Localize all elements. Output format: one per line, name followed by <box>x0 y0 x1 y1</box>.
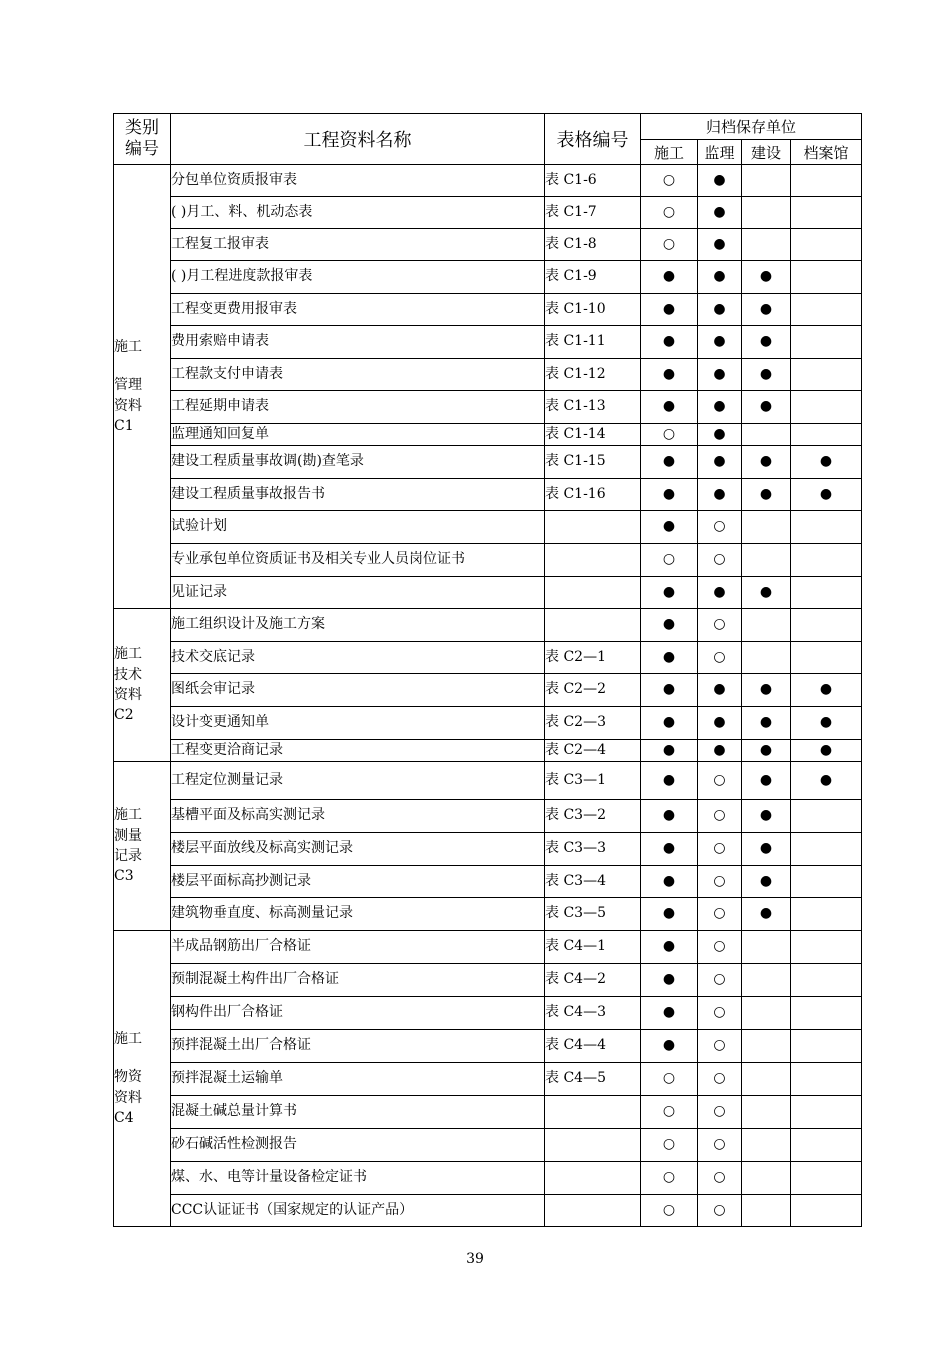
mark-cell-archives <box>791 1195 862 1227</box>
form-number-cell: 表 C4—5 <box>545 1063 641 1096</box>
mark-cell-archives: ● <box>791 740 862 762</box>
document-name-cell: 费用索赔申请表 <box>171 326 545 359</box>
table-row <box>114 833 862 866</box>
category-label-line: 施工 <box>114 646 142 663</box>
mark-cell-archives <box>791 577 862 609</box>
table-row <box>114 898 862 931</box>
category-label-line: 物资 <box>114 1069 142 1086</box>
category-gap <box>114 357 170 375</box>
document-name-cell: 预制混凝土构件出厂合格证 <box>171 964 545 997</box>
mark-cell-archives <box>791 1030 862 1063</box>
mark-cell-owner <box>742 964 791 997</box>
mark-cell-construction: ○ <box>641 1195 698 1227</box>
mark-cell-archives <box>791 1063 862 1096</box>
document-name-cell: 设计变更通知单 <box>171 707 545 740</box>
header-unit-owner: 建设 <box>742 140 791 165</box>
table-row <box>114 391 862 424</box>
document-name-cell: 建设工程质量事故报告书 <box>171 479 545 511</box>
form-number-cell: 表 C1-10 <box>545 294 641 326</box>
mark-cell-construction: ○ <box>641 424 698 446</box>
form-number-cell: 表 C1-7 <box>545 197 641 229</box>
mark-cell-construction: ● <box>641 294 698 326</box>
table-row <box>114 1195 862 1227</box>
header-form: 表格编号 <box>545 114 641 165</box>
mark-cell-owner: ● <box>742 326 791 359</box>
table-row <box>114 1030 862 1063</box>
category-label-line: 管理 <box>114 377 142 394</box>
mark-cell-construction: ○ <box>641 165 698 197</box>
table-row <box>114 762 862 800</box>
form-number-cell: 表 C1-13 <box>545 391 641 424</box>
document-name-cell: 图纸会审记录 <box>171 674 545 707</box>
mark-cell-supervision: ● <box>698 326 742 359</box>
mark-cell-archives <box>791 997 862 1030</box>
table-row <box>114 931 862 964</box>
form-number-cell: 表 C1-11 <box>545 326 641 359</box>
form-number-cell: 表 C2—1 <box>545 642 641 674</box>
form-number-cell <box>545 1096 641 1129</box>
mark-cell-supervision: ○ <box>698 1162 742 1195</box>
mark-cell-archives <box>791 544 862 577</box>
mark-cell-archives <box>791 866 862 898</box>
mark-cell-owner: ● <box>742 762 791 800</box>
mark-cell-supervision: ● <box>698 479 742 511</box>
mark-cell-archives: ● <box>791 446 862 479</box>
document-name-cell: 技术交底记录 <box>171 642 545 674</box>
mark-cell-owner: ● <box>742 800 791 833</box>
mark-cell-supervision: ○ <box>698 609 742 642</box>
category-label-line: C2 <box>114 707 134 724</box>
mark-cell-owner: ● <box>742 577 791 609</box>
mark-cell-construction: ● <box>641 674 698 707</box>
mark-cell-owner <box>742 1162 791 1195</box>
mark-cell-archives <box>791 229 862 261</box>
category-cell-c4-materials <box>114 931 171 1227</box>
form-number-cell: 表 C1-9 <box>545 261 641 294</box>
form-number-cell: 表 C3—5 <box>545 898 641 931</box>
mark-cell-owner <box>742 1030 791 1063</box>
mark-cell-owner: ● <box>742 707 791 740</box>
mark-cell-owner: ● <box>742 674 791 707</box>
mark-cell-supervision: ● <box>698 294 742 326</box>
category-cell-c3-survey <box>114 762 171 931</box>
document-name-cell: 分包单位资质报审表 <box>171 165 545 197</box>
mark-cell-supervision: ● <box>698 165 742 197</box>
form-number-cell: 表 C3—3 <box>545 833 641 866</box>
mark-cell-archives <box>791 964 862 997</box>
header-unit-construction: 施工 <box>641 140 698 165</box>
mark-cell-construction: ● <box>641 866 698 898</box>
document-name-cell: 工程延期申请表 <box>171 391 545 424</box>
mark-cell-archives <box>791 197 862 229</box>
table-row <box>114 1129 862 1162</box>
form-number-cell <box>545 1129 641 1162</box>
form-number-cell: 表 C1-14 <box>545 424 641 446</box>
table-row <box>114 964 862 997</box>
form-number-cell: 表 C4—2 <box>545 964 641 997</box>
table-row <box>114 642 862 674</box>
document-name-cell: 半成品钢筋出厂合格证 <box>171 931 545 964</box>
mark-cell-construction: ● <box>641 931 698 964</box>
mark-cell-owner: ● <box>742 294 791 326</box>
mark-cell-construction: ○ <box>641 1129 698 1162</box>
table-row <box>114 674 862 707</box>
header-name: 工程资料名称 <box>171 114 545 165</box>
mark-cell-supervision: ○ <box>698 898 742 931</box>
document-name-cell: 试验计划 <box>171 511 545 544</box>
mark-cell-supervision: ● <box>698 674 742 707</box>
mark-cell-construction: ● <box>641 964 698 997</box>
table-row <box>114 511 862 544</box>
document-name-cell: 工程变更费用报审表 <box>171 294 545 326</box>
table-row <box>114 577 862 609</box>
table-row <box>114 800 862 833</box>
table-row <box>114 707 862 740</box>
mark-cell-supervision: ● <box>698 740 742 762</box>
mark-cell-archives <box>791 359 862 391</box>
form-number-cell: 表 C1-12 <box>545 359 641 391</box>
category-label-line: 施工 <box>114 338 142 355</box>
mark-cell-construction: ● <box>641 642 698 674</box>
mark-cell-archives <box>791 800 862 833</box>
form-number-cell: 表 C2—3 <box>545 707 641 740</box>
table-row <box>114 165 862 197</box>
document-name-cell: 钢构件出厂合格证 <box>171 997 545 1030</box>
mark-cell-construction: ● <box>641 609 698 642</box>
mark-cell-owner <box>742 997 791 1030</box>
mark-cell-supervision: ○ <box>698 1195 742 1227</box>
mark-cell-archives <box>791 294 862 326</box>
header-unit-archives: 档案馆 <box>791 140 862 165</box>
mark-cell-archives <box>791 609 862 642</box>
mark-cell-owner: ● <box>742 359 791 391</box>
mark-cell-owner: ● <box>742 866 791 898</box>
mark-cell-owner: ● <box>742 446 791 479</box>
form-number-cell: 表 C1-8 <box>545 229 641 261</box>
table-row <box>114 740 862 762</box>
form-number-cell: 表 C4—3 <box>545 997 641 1030</box>
mark-cell-owner <box>742 1129 791 1162</box>
mark-cell-construction: ● <box>641 391 698 424</box>
document-name-cell: 建设工程质量事故调(勘)查笔录 <box>171 446 545 479</box>
category-label-line: 记录 <box>114 848 142 864</box>
form-number-cell <box>545 1162 641 1195</box>
mark-cell-supervision: ● <box>698 197 742 229</box>
table-row <box>114 1063 862 1096</box>
mark-cell-supervision: ○ <box>698 1030 742 1063</box>
mark-cell-owner <box>742 642 791 674</box>
mark-cell-supervision: ● <box>698 446 742 479</box>
document-name-cell: 建筑物垂直度、标高测量记录 <box>171 898 545 931</box>
table-row <box>114 229 862 261</box>
mark-cell-construction: ○ <box>641 1162 698 1195</box>
table-body <box>114 165 862 1227</box>
document-name-cell: 专业承包单位资质证书及相关专业人员岗位证书 <box>171 544 545 577</box>
document-name-cell: 混凝土碱总量计算书 <box>171 1096 545 1129</box>
mark-cell-supervision: ○ <box>698 1096 742 1129</box>
category-label-line: 测量 <box>114 827 142 844</box>
table-row <box>114 424 862 446</box>
mark-cell-owner: ● <box>742 898 791 931</box>
mark-cell-supervision: ● <box>698 424 742 446</box>
mark-cell-archives <box>791 261 862 294</box>
form-number-cell: 表 C4—1 <box>545 931 641 964</box>
mark-cell-supervision: ○ <box>698 964 742 997</box>
mark-cell-construction: ● <box>641 577 698 609</box>
mark-cell-construction: ● <box>641 762 698 800</box>
mark-cell-construction: ● <box>641 326 698 359</box>
mark-cell-construction: ○ <box>641 197 698 229</box>
table-row <box>114 1162 862 1195</box>
mark-cell-owner <box>742 931 791 964</box>
category-label-line: C1 <box>114 417 134 434</box>
mark-cell-owner <box>742 1195 791 1227</box>
mark-cell-archives <box>791 642 862 674</box>
mark-cell-archives <box>791 391 862 424</box>
mark-cell-supervision: ○ <box>698 800 742 833</box>
mark-cell-construction: ● <box>641 1030 698 1063</box>
mark-cell-supervision: ○ <box>698 997 742 1030</box>
header-category-line1: 类别 <box>125 117 159 138</box>
form-number-cell: 表 C1-6 <box>545 165 641 197</box>
mark-cell-archives <box>791 326 862 359</box>
category-label-line: C4 <box>114 1109 134 1126</box>
document-name-cell: 楼层平面标高抄测记录 <box>171 866 545 898</box>
document-name-cell: 砂石碱活性检测报告 <box>171 1129 545 1162</box>
category-gap <box>114 1049 170 1067</box>
document-name-cell: 见证记录 <box>171 577 545 609</box>
mark-cell-archives: ● <box>791 674 862 707</box>
table-row <box>114 359 862 391</box>
mark-cell-owner <box>742 511 791 544</box>
mark-cell-archives: ● <box>791 479 862 511</box>
form-number-cell <box>545 609 641 642</box>
document-name-cell: 楼层平面放线及标高实测记录 <box>171 833 545 866</box>
table-row <box>114 997 862 1030</box>
header-unit-supervision: 监理 <box>698 140 742 165</box>
document-name-cell: 煤、水、电等计量设备检定证书 <box>171 1162 545 1195</box>
mark-cell-owner <box>742 1063 791 1096</box>
document-name-cell: 预拌混凝土出厂合格证 <box>171 1030 545 1063</box>
table-row <box>114 261 862 294</box>
table-row <box>114 294 862 326</box>
mark-cell-archives <box>791 1096 862 1129</box>
document-name-cell: ( )月工程进度款报审表 <box>171 261 545 294</box>
header-archive: 归档保存单位 <box>641 114 862 140</box>
form-number-cell <box>545 577 641 609</box>
table-row <box>114 544 862 577</box>
mark-cell-construction: ● <box>641 800 698 833</box>
mark-cell-construction: ● <box>641 898 698 931</box>
mark-cell-supervision: ○ <box>698 1063 742 1096</box>
form-number-cell: 表 C3—1 <box>545 762 641 800</box>
form-number-cell: 表 C4—4 <box>545 1030 641 1063</box>
form-number-cell: 表 C3—4 <box>545 866 641 898</box>
mark-cell-archives <box>791 833 862 866</box>
mark-cell-construction: ○ <box>641 229 698 261</box>
page-number: 39 <box>466 1251 484 1267</box>
table-row <box>114 1096 862 1129</box>
mark-cell-construction: ○ <box>641 1063 698 1096</box>
table-row <box>114 479 862 511</box>
document-name-cell: 预拌混凝土运输单 <box>171 1063 545 1096</box>
category-cell-c1-management <box>114 165 171 609</box>
mark-cell-archives: ● <box>791 762 862 800</box>
mark-cell-supervision: ○ <box>698 931 742 964</box>
document-name-cell: 工程变更洽商记录 <box>171 740 545 762</box>
mark-cell-archives <box>791 424 862 446</box>
mark-cell-supervision: ○ <box>698 544 742 577</box>
category-label-line: C3 <box>114 868 134 885</box>
mark-cell-construction: ● <box>641 446 698 479</box>
mark-cell-construction: ● <box>641 261 698 294</box>
form-number-cell <box>545 511 641 544</box>
mark-cell-owner: ● <box>742 833 791 866</box>
mark-cell-owner: ● <box>742 740 791 762</box>
category-label-line: 资料 <box>114 687 142 703</box>
mark-cell-archives <box>791 511 862 544</box>
document-name-cell: 工程款支付申请表 <box>171 359 545 391</box>
table-row <box>114 609 862 642</box>
form-number-cell <box>545 1195 641 1227</box>
mark-cell-construction: ○ <box>641 544 698 577</box>
category-label-line: 资料 <box>114 397 142 414</box>
form-number-cell: 表 C2—2 <box>545 674 641 707</box>
mark-cell-supervision: ○ <box>698 1129 742 1162</box>
mark-cell-owner <box>742 424 791 446</box>
category-cell-c2-technical <box>114 609 171 762</box>
document-name-cell: 工程定位测量记录 <box>171 762 545 800</box>
document-name-cell: 监理通知回复单 <box>171 424 545 446</box>
mark-cell-archives <box>791 1162 862 1195</box>
mark-cell-supervision: ● <box>698 577 742 609</box>
mark-cell-supervision: ● <box>698 391 742 424</box>
form-number-cell: 表 C1-16 <box>545 479 641 511</box>
mark-cell-construction: ● <box>641 833 698 866</box>
form-number-cell: 表 C1-15 <box>545 446 641 479</box>
mark-cell-construction: ● <box>641 479 698 511</box>
category-label-line: 资料 <box>114 1089 142 1106</box>
archive-table <box>113 113 862 1227</box>
mark-cell-owner: ● <box>742 479 791 511</box>
category-label-line: 施工 <box>114 807 142 824</box>
table-row <box>114 866 862 898</box>
mark-cell-construction: ● <box>641 707 698 740</box>
document-name-cell: 基槽平面及标高实测记录 <box>171 800 545 833</box>
mark-cell-supervision: ○ <box>698 642 742 674</box>
mark-cell-archives <box>791 1129 862 1162</box>
mark-cell-supervision: ● <box>698 707 742 740</box>
document-name-cell: CCC认证证书（国家规定的认证产品） <box>171 1195 545 1227</box>
category-label-line: 施工 <box>114 1030 142 1047</box>
form-number-cell: 表 C3—2 <box>545 800 641 833</box>
mark-cell-construction: ● <box>641 997 698 1030</box>
mark-cell-owner <box>742 1096 791 1129</box>
mark-cell-supervision: ○ <box>698 833 742 866</box>
mark-cell-owner <box>742 609 791 642</box>
mark-cell-owner <box>742 197 791 229</box>
mark-cell-construction: ● <box>641 740 698 762</box>
mark-cell-supervision: ● <box>698 229 742 261</box>
form-number-cell: 表 C2—4 <box>545 740 641 762</box>
mark-cell-supervision: ● <box>698 359 742 391</box>
mark-cell-construction: ○ <box>641 1096 698 1129</box>
header-category-line2: 编号 <box>125 139 159 159</box>
mark-cell-archives <box>791 931 862 964</box>
mark-cell-supervision: ○ <box>698 866 742 898</box>
mark-cell-archives: ● <box>791 707 862 740</box>
mark-cell-archives <box>791 898 862 931</box>
mark-cell-owner <box>742 544 791 577</box>
document-name-cell: ( )月工、料、机动态表 <box>171 197 545 229</box>
mark-cell-owner <box>742 165 791 197</box>
mark-cell-supervision: ○ <box>698 511 742 544</box>
mark-cell-supervision: ● <box>698 261 742 294</box>
document-name-cell: 工程复工报审表 <box>171 229 545 261</box>
mark-cell-construction: ● <box>641 359 698 391</box>
mark-cell-owner: ● <box>742 261 791 294</box>
mark-cell-archives <box>791 165 862 197</box>
header-category <box>114 114 171 165</box>
mark-cell-supervision: ○ <box>698 762 742 800</box>
table-row <box>114 197 862 229</box>
mark-cell-owner <box>742 229 791 261</box>
mark-cell-owner: ● <box>742 391 791 424</box>
table-row <box>114 326 862 359</box>
mark-cell-construction: ● <box>641 511 698 544</box>
table-row <box>114 446 862 479</box>
document-name-cell: 施工组织设计及施工方案 <box>171 609 545 642</box>
category-label-line: 技术 <box>114 666 142 683</box>
form-number-cell <box>545 544 641 577</box>
